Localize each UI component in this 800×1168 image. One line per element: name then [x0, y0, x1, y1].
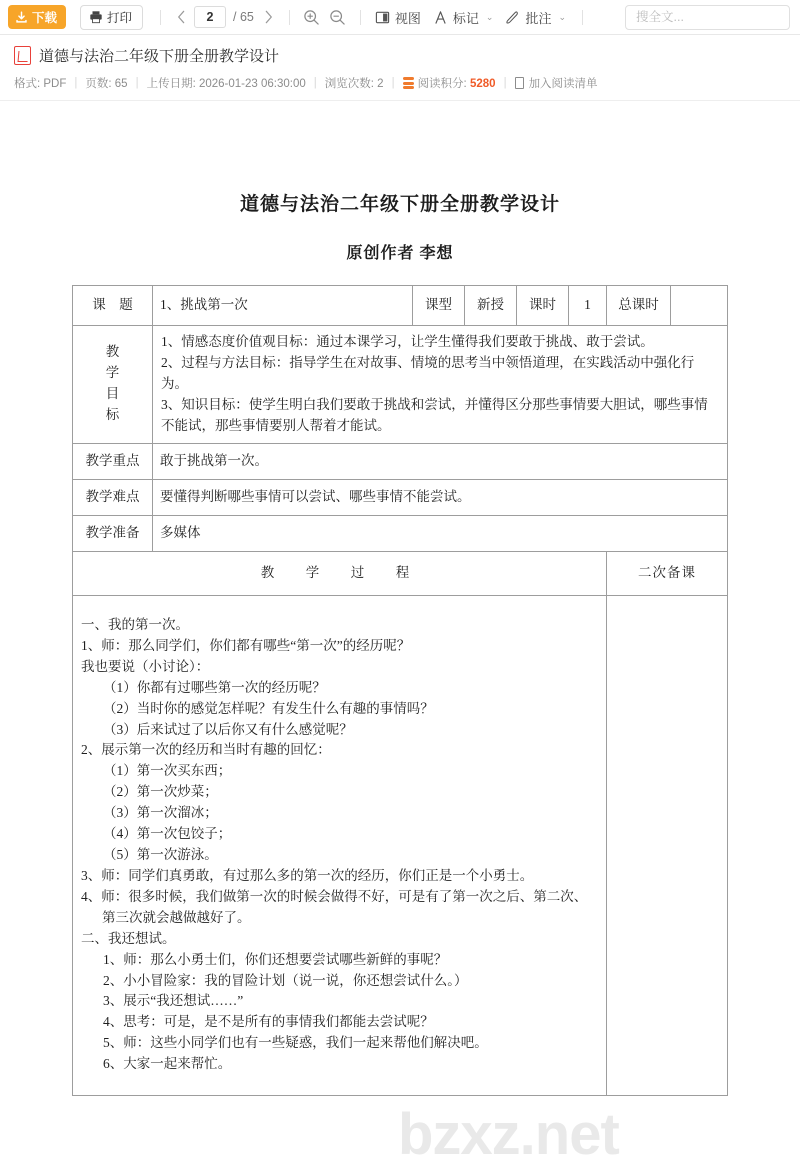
table-row-process-header [73, 551, 728, 595]
process-line: （1）你都有过哪些第一次的经历呢？ [103, 679, 326, 695]
document-info-header [0, 35, 800, 101]
table-row-difficulty [73, 479, 728, 515]
search-box[interactable] [625, 5, 790, 30]
process-line: 二、我还想试。 [81, 930, 176, 946]
process-line: 一、我的第一次。 [81, 616, 189, 632]
meta-divider-3: | [313, 77, 317, 89]
type-value: 新授 [465, 286, 517, 326]
meta-divider-5: | [503, 77, 507, 89]
goals-label-char-0: 教 [105, 344, 120, 360]
search-input[interactable] [634, 9, 799, 25]
mark-label: 标记 [452, 10, 479, 26]
goal-line-2: 3、知识目标：使学生明白我们要敢于挑战和尝试，并懂得区分那些事情要大胆试，哪些事情不能试，那些事情要别人帮着才能试。 [161, 396, 708, 433]
process-line: （3）第一次溜冰； [103, 805, 218, 821]
meta-divider-2: | [135, 77, 139, 89]
type-label: 课型 [413, 286, 465, 326]
zoom-out-icon [329, 9, 346, 26]
goals-label-char-2: 目 [105, 386, 120, 402]
meta-views: 浏览次数: 2 [324, 78, 384, 90]
page-content [0, 101, 800, 1096]
prev-page-button[interactable] [170, 5, 192, 29]
process-line: （4）第一次包饺子； [103, 826, 232, 842]
page-title: 道德与法治二年级下册全册教学设计 [239, 194, 560, 215]
document-title-row [14, 45, 786, 66]
goals-label [73, 326, 153, 444]
process-line: 我也要说（小讨论）： [81, 658, 210, 674]
period-label: 课时 [517, 286, 569, 326]
lesson-plan-table [72, 285, 728, 1096]
chevron-down-icon: ⌄ [485, 11, 494, 22]
table-row-key [73, 443, 728, 479]
bookmark-icon [515, 77, 524, 89]
second-prep-body [607, 595, 728, 1095]
process-line: （3）后来试过了以后你又有什么感觉呢？ [103, 721, 353, 737]
table-row-process-body [73, 595, 728, 1095]
goal-line-0: 1、情感态度价值观目标：通过本课学习，让学生懂得我们要敢于挑战、敢于尝试。 [161, 334, 654, 349]
printer-icon [89, 10, 103, 24]
add-to-reading-list-button[interactable] [515, 75, 598, 91]
process-line: 2、展示第一次的经历和当时有趣的回忆： [81, 742, 331, 758]
download-button[interactable] [8, 5, 66, 29]
table-row-goals [73, 326, 728, 444]
topic-label: 课 题 [73, 286, 153, 326]
print-button[interactable] [80, 5, 143, 30]
reading-list-label: 加入阅读清单 [528, 78, 598, 90]
process-line: （2）当时你的感觉怎样呢？有发生什么有趣的事情吗？ [103, 700, 434, 716]
meta-points [403, 75, 496, 91]
pdf-file-icon [14, 46, 31, 65]
prep-value: 多媒体 [153, 515, 728, 551]
goals-text [153, 326, 728, 444]
process-line: 4、思考：可是，是不是所有的事情我们都能去尝试呢？ [103, 1014, 434, 1030]
second-prep-header: 二次备课 [607, 551, 728, 595]
difficulty-value: 要懂得判断哪些事情可以尝试、哪些事情不能尝试。 [153, 479, 728, 515]
page-subtitle: 原创作者 李想 [346, 245, 454, 262]
process-line: 6、大家一起来帮忙。 [103, 1056, 232, 1072]
process-line: 1、师：那么同学们，你们都有哪些“第一次”的经历呢？ [81, 637, 411, 653]
pdf-toolbar [0, 0, 800, 35]
toolbar-divider-3 [360, 10, 361, 25]
print-label: 打印 [107, 11, 133, 25]
topic-value: 1、挑战第一次 [153, 286, 413, 326]
document-title: 道德与法治二年级下册全册教学设计 [39, 48, 280, 65]
goal-line-1: 2、过程与方法目标：指导学生在对故事、情境的思考当中领悟道理，在实践活动中强化行为。 [161, 354, 695, 391]
chevron-left-icon [177, 10, 186, 24]
key-label: 教学重点 [73, 443, 153, 479]
view-label: 视图 [394, 10, 421, 26]
zoom-out-button[interactable] [325, 4, 351, 30]
next-page-button[interactable] [258, 5, 280, 29]
page-total-label: / 65 [233, 10, 254, 24]
table-row-topic [73, 286, 728, 326]
process-line: 2、小小冒险家：我的冒险计划（说一说，你还想尝试什么。） [103, 972, 468, 988]
process-line: 1、师：那么小勇士们，你们还想要尝试哪些新鲜的事呢？ [103, 951, 448, 967]
view-button[interactable] [370, 4, 426, 30]
document-meta-row [14, 75, 786, 91]
page-number-input[interactable] [194, 6, 226, 28]
pdf-page [0, 101, 800, 1167]
process-line: 4、师：很多时候，我们做第一次的时候会做得不好，可是有了第一次之后、第二次、第三次就会越做越好了。 [81, 888, 588, 925]
annotate-label: 批注 [525, 10, 552, 26]
pdf-viewer[interactable] [0, 101, 800, 1167]
meta-pages: 页数: 65 [85, 78, 128, 90]
download-icon [15, 11, 28, 24]
download-label: 下载 [32, 11, 58, 25]
points-value: 5280 [469, 78, 496, 90]
total-value [671, 286, 728, 326]
chevron-down-icon-2: ⌄ [558, 11, 567, 22]
toolbar-divider-2 [289, 10, 290, 25]
prep-label: 教学准备 [73, 515, 153, 551]
watermark: bzxz.net [398, 1102, 619, 1167]
total-label: 总课时 [607, 286, 671, 326]
toolbar-divider-4 [582, 10, 583, 25]
text-mark-icon [433, 10, 448, 25]
goals-label-char-1: 学 [105, 365, 120, 381]
process-header: 教 学 过 程 [73, 551, 607, 595]
coins-icon [403, 77, 414, 89]
process-line: 3、展示“我还想试……” [103, 993, 244, 1009]
meta-upload-date: 上传日期: 2026-01-23 06:30:00 [146, 78, 306, 90]
process-body [73, 595, 607, 1095]
process-line: （2）第一次炒菜； [103, 784, 218, 800]
zoom-in-button[interactable] [299, 4, 325, 30]
mark-button[interactable] [428, 4, 499, 30]
process-line: 3、师：同学们真勇敢，有过那么多的第一次的经历，你们正是一个小勇士。 [81, 867, 534, 883]
points-label: 阅读积分: [417, 78, 467, 90]
period-value: 1 [569, 286, 607, 326]
toolbar-divider-1 [160, 10, 161, 25]
meta-divider-1: | [74, 77, 78, 89]
chevron-right-icon [264, 10, 273, 24]
process-line: （1）第一次买东西； [103, 763, 232, 779]
pen-icon [505, 10, 520, 25]
goals-label-char-3: 标 [105, 407, 120, 423]
difficulty-label: 教学难点 [73, 479, 153, 515]
annotate-button[interactable] [500, 4, 571, 30]
process-line: 5、师：这些小同学们也有一些疑惑，我们一起来帮他们解决吧。 [103, 1035, 488, 1051]
zoom-in-icon [303, 9, 320, 26]
key-value: 敢于挑战第一次。 [153, 443, 728, 479]
meta-divider-4: | [391, 77, 395, 89]
process-line: （5）第一次游泳。 [103, 847, 218, 863]
view-layout-icon [375, 10, 390, 25]
page-number-value: 2 [206, 10, 214, 24]
meta-format: 格式: PDF [14, 78, 67, 90]
table-row-prep [73, 515, 728, 551]
